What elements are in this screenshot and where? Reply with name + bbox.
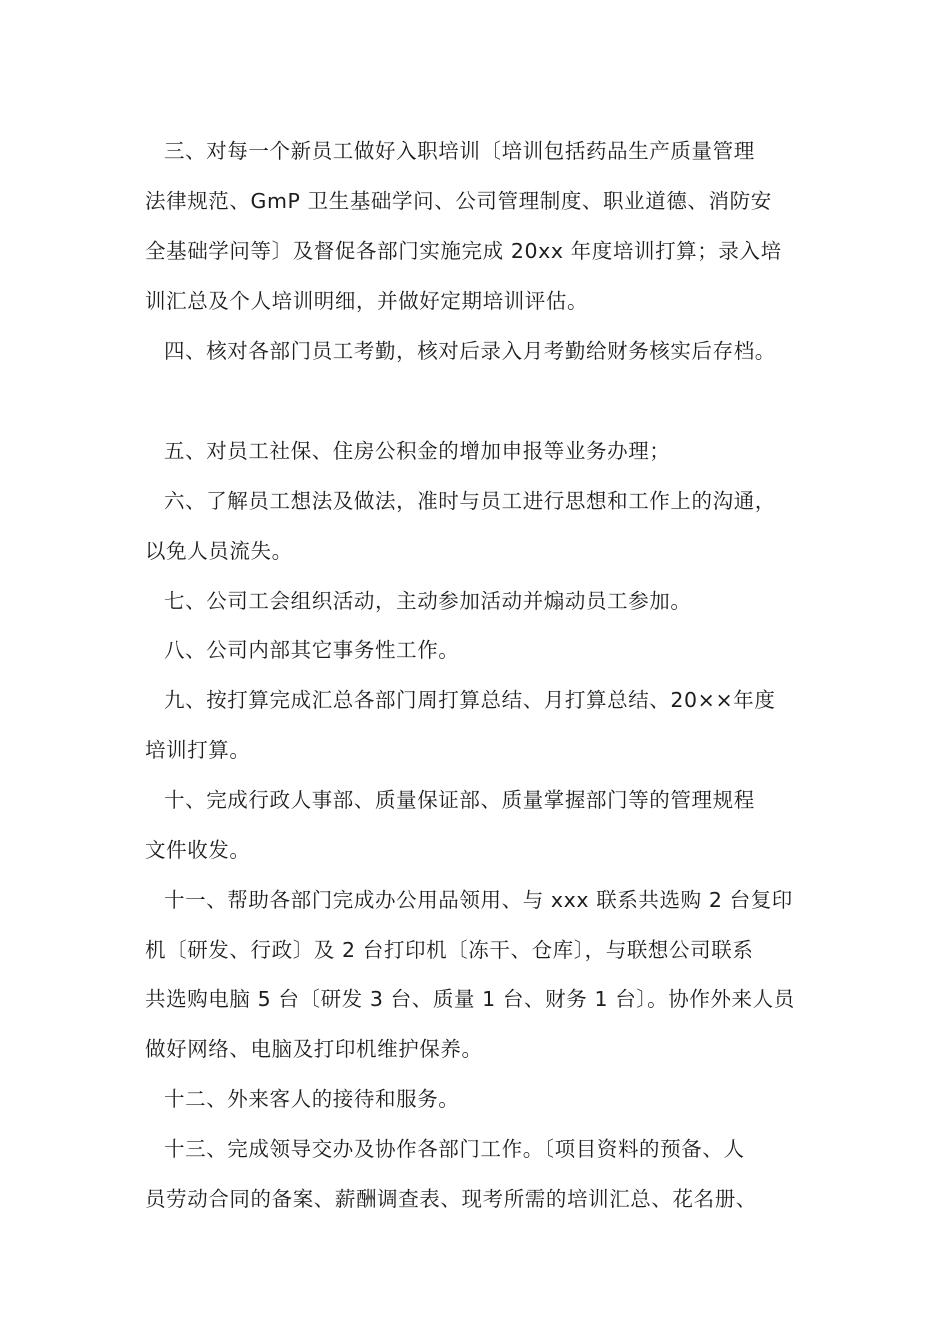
paragraph-line: 九、按打算完成汇总各部门周打算总结、月打算总结、20××年度 [164,688,776,712]
paragraph-line: 机〔研发、行政〕及 2 台打印机〔冻干、仓库〕，与联想公司联系 [145,938,754,962]
paragraph-line: 八、公司内部其它事务性工作。 [164,638,460,662]
paragraph-line: 培训打算。 [145,738,251,762]
paragraph-line: 文件收发。 [145,838,251,862]
paragraph-line: 员劳动合同的备案、薪酬调查表、现考所需的培训汇总、花名册、 [145,1187,757,1211]
paragraph-line: 全基础学问等〕及督促各部门实施完成 20xx 年度培训打算；录入培 [145,239,782,263]
paragraph-line: 训汇总及个人培训明细，并做好定期培训评估。 [145,289,589,313]
paragraph-line: 三、对每一个新员工做好入职培训〔培训包括药品生产质量管理 [164,139,755,163]
paragraph-line: 七、公司工会组织活动，主动参加活动并煽动员工参加。 [164,589,692,613]
paragraph-line: 十、完成行政人事部、质量保证部、质量掌握部门等的管理规程 [164,788,755,812]
paragraph-line: 法律规范、GmP 卫生基础学问、公司管理制度、职业道德、消防安 [145,189,772,213]
paragraph-line: 十二、外来客人的接待和服务。 [164,1087,460,1111]
paragraph-line: 四、核对各部门员工考勤，核对后录入月考勤给财务核实后存档。 [164,339,776,363]
paragraph-line: 共选购电脑 5 台〔研发 3 台、质量 1 台、财务 1 台〕。协作外来人员 [145,987,795,1011]
paragraph-line: 十一、帮助各部门完成办公用品领用、与 xxx 联系共选购 2 台复印 [164,888,793,912]
paragraph-line: 以免人员流失。 [145,539,293,563]
paragraph-line: 做好网络、电脑及打印机维护保养。 [145,1037,483,1061]
paragraph-line: 六、了解员工想法及做法，准时与员工进行思想和工作上的沟通， [164,489,776,513]
paragraph-line: 五、对员工社保、住房公积金的增加申报等业务办理； [164,439,671,463]
paragraph-line: 十三、完成领导交办及协作各部门工作。〔项目资料的预备、人 [164,1137,745,1161]
